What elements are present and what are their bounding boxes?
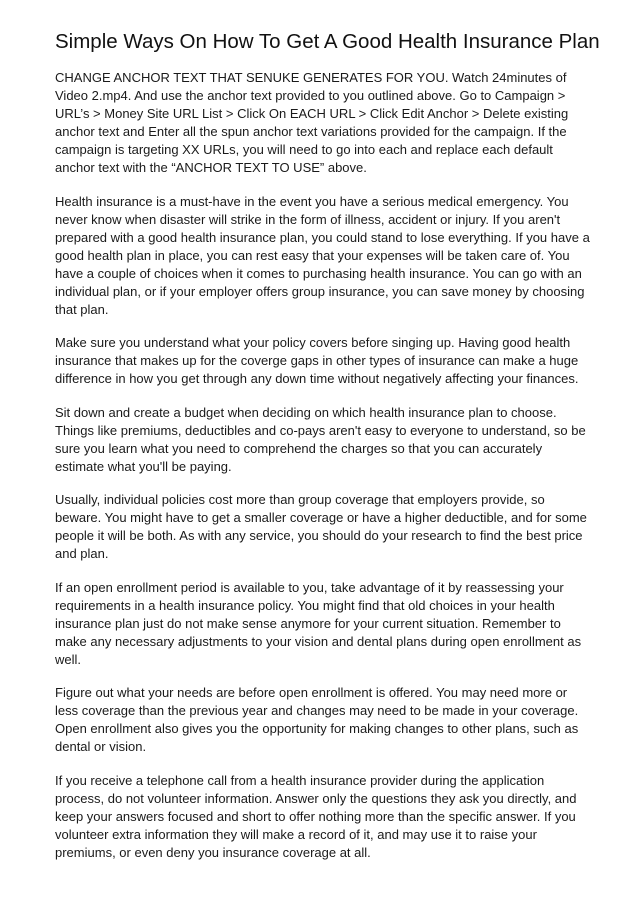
paragraph-health-insurance-intro: Health insurance is a must-have in the event you have a serious medical emergency. You never know when disaster will strike in the form of illness, accident or injury. If you aren't prepared with a good health insurance plan, you could stand to lose everything. If you have a good health plan in place, you can rest easy that your expenses will be taken care of. You have a couple of choices when it comes to purchasing health insurance. You can go with an individual plan, or if your employer offers group insurance, you can save money by choosing that plan.	[55, 193, 590, 317]
paragraph-anchor-text-instructions: CHANGE ANCHOR TEXT THAT SENUKE GENERATES FOR YOU. Watch 24minutes of Video 2.mp4. And use the anchor text provided to you outlined above. Go to Campaign > URL’s > Money Site URL List > Click On EACH URL > Click Edit Anchor > Delete existing anchor text and Enter all the spun anchor text variations provided for the campaign. If the campaign is targeting XX URLs, you will need to go into each and replace each default anchor text with the “ANCHOR TEXT TO USE” above.	[55, 70, 569, 175]
paragraph-telephone-call: If you receive a telephone call from a health insurance provider during the application process, do not volunteer information. Answer only the questions they ask you directly, and keep your answers focused and short to offer nothing more than the specific answer. If you volunteer extra information they will make a record of it, and may use it to raise your premiums, or even deny you insurance coverage at all.	[55, 772, 577, 860]
paragraph-budget: Sit down and create a budget when deciding on which health insurance plan to choose. Things like premiums, deductibles and co-pays aren't easy to everyone to understand, so be sure you learn what you need to comprehend the charges so that you can accurately estimate what you'll be paying.	[55, 404, 586, 474]
document-title: Simple Ways On How To Get A Good Health Insurance Plan	[55, 30, 600, 53]
paragraph-needs: Figure out what your needs are before open enrollment is offered. You may need more or less coverage than the previous year and changes may need to be made in your coverage. Open enrollment also gives you the opportunity for making changes to other plans, such as dental or vision.	[55, 685, 579, 754]
paragraph-policy-coverage: Make sure you understand what your policy covers before singing up. Having good health insurance that makes up for the coverge gaps in other types of insurance can make a huge difference in how you get through any down time without negatively affecting your finances.	[55, 335, 579, 386]
paragraph-open-enrollment: If an open enrollment period is available to you, take advantage of it by reassessing your requirements in a health insurance policy. You might find that old choices in your health insurance plan just do not make sense anymore for your current situation. Remember to make any necessary adjustments to your vision and dental plans during open enrollment as well.	[55, 579, 582, 667]
paragraph-individual-policies: Usually, individual policies cost more than group coverage that employers provide, so beware. You might have to get a smaller coverage or have a higher deductible, and for some people it will be both. As with any service, you should do your research to find the best price and plan.	[55, 492, 587, 561]
document-body	[55, 30, 600, 877]
